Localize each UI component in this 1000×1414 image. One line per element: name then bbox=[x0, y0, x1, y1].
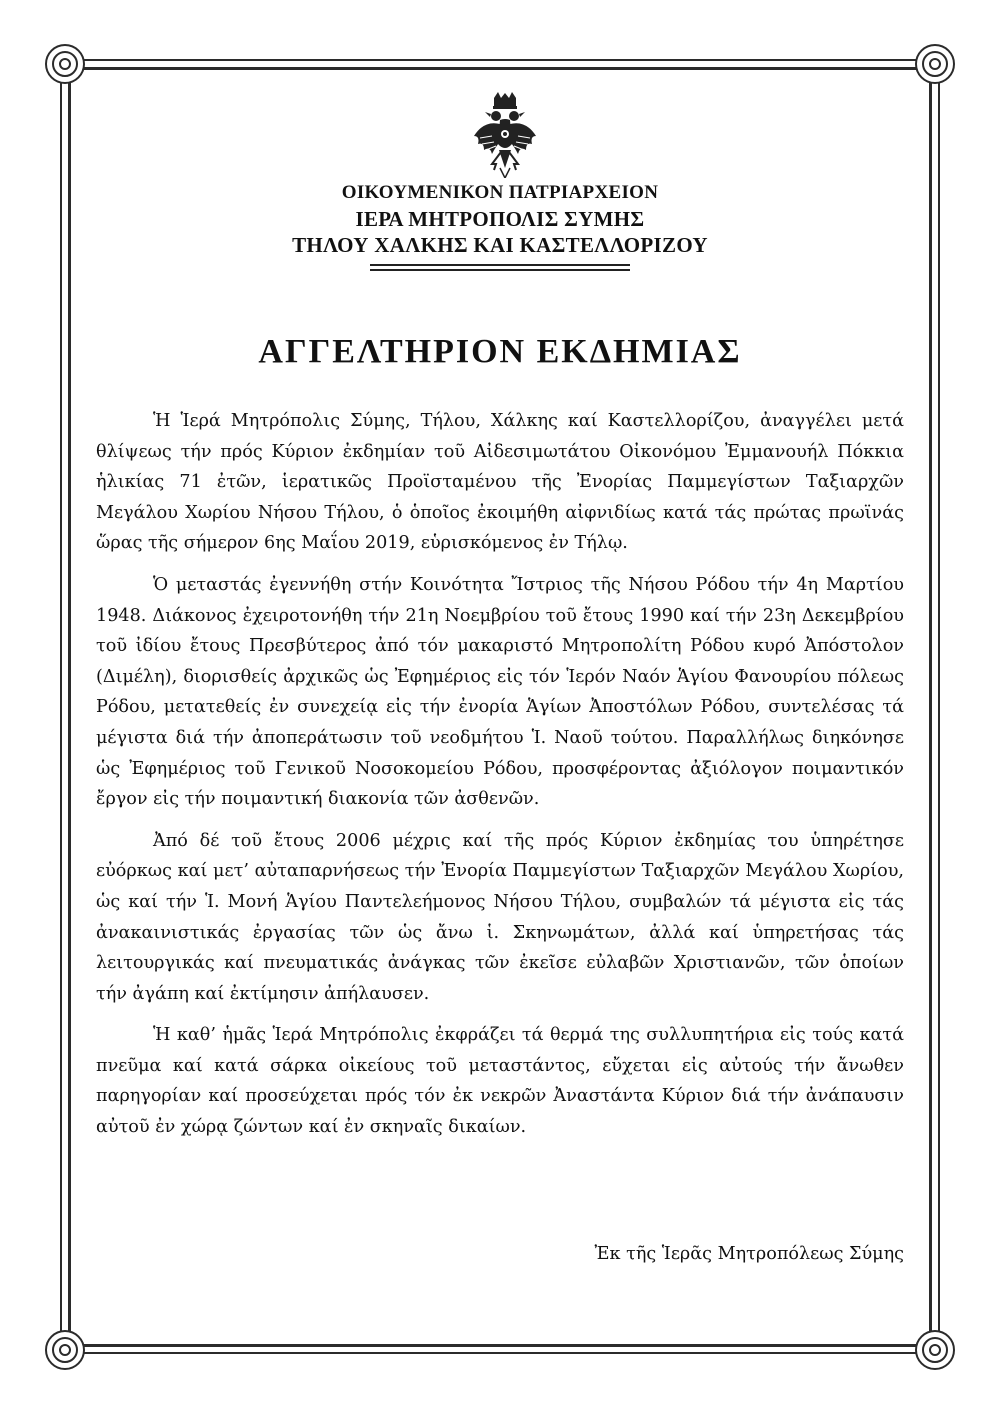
frame-border-top-outer bbox=[70, 59, 930, 61]
letterhead bbox=[200, 180, 800, 271]
paragraph-announcement: Ἡ Ἱερά Μητρόπολις Σύμης, Τήλου, Χάλκης καί Καστελλορίζου, ἀναγγέλει μετά θλίψεως τήν πρός Κύριον ἐκδημίαν τοῦ Αἰδεσιμωτάτου Οἰκονόμου Ἐμμανουήλ Πόκκια ἡλικίας 71 ἐτῶν, ἱερατικῶς Προϊσταμένου τῆς Ἐνορίας Παμμεγίστων Ταξιαρχῶν Μεγάλου Χωρίου Νήσου Τήλου, ὁ ὁποῖος ἐκοιμήθη αἰφνιδίως κατά τάς πρώτας πρωϊνάς ὥρας τῆς σήμερον 6ης Μαΐου 2019, εὑρισκόμενος ἐν Τήλῳ. bbox=[96, 411, 904, 554]
frame-border-left-outer bbox=[60, 70, 62, 1344]
metropolis-region: ΤΗΛΟΥ ΧΑΛΚΗΣ ΚΑΙ ΚΑΣΤΕΛΛΟΡΙΖΟΥ bbox=[292, 233, 708, 257]
frame-corner-ornament-bottom-left bbox=[45, 1330, 85, 1370]
frame-border-bottom-inner bbox=[70, 1344, 930, 1347]
announcement-body bbox=[96, 406, 904, 1154]
frame-corner-ornament-top-right bbox=[915, 44, 955, 84]
header-divider bbox=[370, 264, 630, 271]
metropolis-name: ΙΕΡΑ ΜΗΤΡΟΠΟΛΙΣ ΣΥΜΗΣ bbox=[355, 207, 645, 231]
frame-corner-ornament-top-left bbox=[45, 44, 85, 84]
paragraph-condolences: Ἡ καθ’ ἡμᾶς Ἱερά Μητρόπολις ἐκφράζει τά θερμά της συλλυπητήρια εἰς τούς κατά πνεῦμα καί κατά σάρκα οἰκείους τοῦ μεταστάντος, εὔχεται εἰς αὐτούς τήν ἄνωθεν παρηγορίαν καί προσεύχεται πρός τόν ἐκ νεκρῶν Ἀναστάντα Κύριον διά τήν ἀνάπαυσιν αὐτοῦ ἐν χώρᾳ ζώντων καί ἐν σκηναῖς δικαίων. bbox=[96, 1025, 904, 1138]
double-headed-eagle-icon bbox=[470, 92, 540, 178]
signature: Ἐκ τῆς Ἱερᾶς Μητροπόλεως Σύμης bbox=[594, 1244, 904, 1264]
frame-border-bottom-outer bbox=[70, 1352, 930, 1354]
frame-border-top-inner bbox=[70, 67, 930, 70]
paragraph-service: Ἀπό δέ τοῦ ἔτους 2006 μέχρις καί τῆς πρός Κύριον ἐκδημίας του ὑπηρέτησε εὐόρκως καί μετ’ αὐταπαρνήσεως τήν Ἐνορία Παμμεγίστων Ταξιαρχῶν Μεγάλου Χωρίου, ὡς καί τήν Ἱ. Μονή Ἁγίου Παντελεήμονος Νήσου Τήλου, συμβαλών τά μέγιστα εἰς τάς ἀνακαινιστικάς ἐργασίας τῶν ὡς ἄνω ἱ. Σκηνωμάτων, ἀλλά καί ὑπηρετήσας τάς λειτουργικάς καί πνευματικάς ἀνάγκας τῶν ἐκεῖσε εὐλαβῶν Χριστιανῶν, τῶν ὁποίων τήν ἀγάπη καί ἐκτίμησιν ἀπήλαυσεν. bbox=[96, 830, 904, 1004]
frame-corner-ornament-bottom-right bbox=[915, 1330, 955, 1370]
frame-border-left-inner bbox=[68, 70, 71, 1344]
frame-border-right-inner bbox=[929, 70, 932, 1344]
frame-border-right-outer bbox=[938, 70, 940, 1344]
document-title: ΑΓΓΕΛΤΗΡΙΟΝ ΕΚΔΗΜΙΑΣ bbox=[258, 333, 742, 370]
paragraph-biography: Ὁ μεταστάς ἐγεννήθη στήν Κοινότητα Ἴστριος τῆς Νήσου Ρόδου τήν 4η Μαρτίου 1948. Διάκονος ἐχειροτονήθη τήν 21η Νοεμβρίου τοῦ ἔτους 1990 καί τήν 23η Δεκεμβρίου τοῦ ἰδίου ἔτους Πρεσβύτερος ἀπό τόν μακαριστό Μητροπολίτη Ρόδου κυρό Ἀπόστολον (Διμέλη), διορισθείς ἀρχικῶς ὡς Ἐφημέριος εἰς τόν Ἱερόν Ναόν Ἁγίου Φανουρίου πόλεως Ρόδου, μετατεθείς ἐν συνεχείᾳ εἰς τήν ἐνορία Ἁγίων Ἀποστόλων Ρόδου, συντελέσας τά μέγιστα διά τήν ἀποπεράτωσιν τοῦ νεοδμήτου Ἱ. Ναοῦ τούτου. Παραλλήλως διηκόνησε ὡς Ἐφημέριος τοῦ Γενικοῦ Νοσοκομείου Ρόδου, προσφέροντας ἀξιόλογον ποιμαντικόν ἔργον εἰς τήν ποιμαντική διακονία τῶν ἀσθενῶν. bbox=[96, 574, 904, 810]
patriarchate-name: ΟΙΚΟΥΜΕΝΙΚΟΝ ΠΑΤΡΙΑΡΧΕΙΟΝ bbox=[341, 182, 659, 203]
